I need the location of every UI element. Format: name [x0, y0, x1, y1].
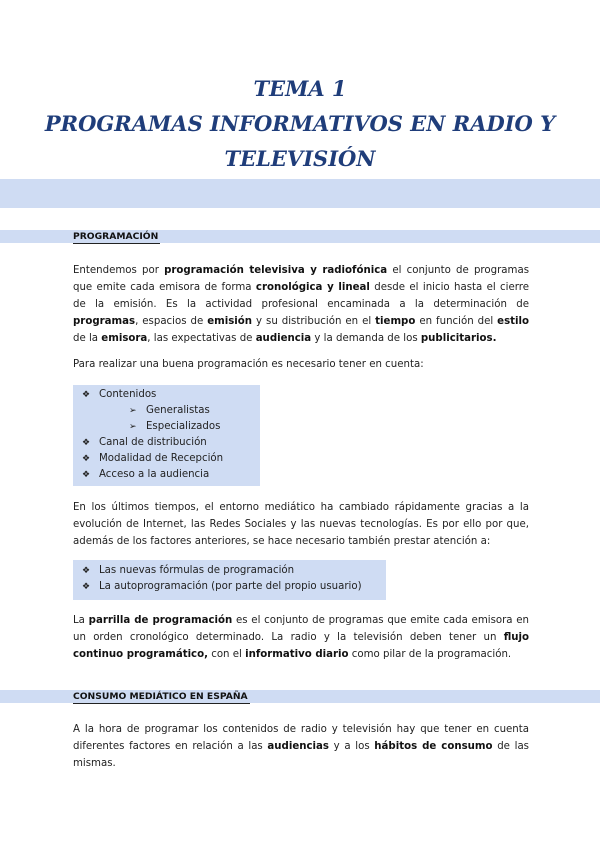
list-item: ❖ La autoprogramación (por parte del propio usuario): [82, 579, 386, 595]
section-heading-programacion: PROGRAMACIÓN: [73, 231, 159, 242]
new-factors-list-box: [73, 560, 386, 600]
paragraph-tener-en-cuenta: Para realizar una buena programación es necesario tener en cuenta:: [73, 359, 424, 370]
diamond-bullet-icon: ❖: [82, 582, 91, 592]
diamond-bullet-icon: ❖: [82, 438, 91, 448]
factors-list-box: [73, 385, 260, 486]
list-item: ❖ Modalidad de Recepción: [82, 451, 260, 467]
title-line-1: TEMA 1: [253, 76, 347, 101]
title-line-3: TELEVISIÓN: [224, 146, 376, 171]
diamond-bullet-icon: ❖: [82, 454, 91, 464]
factors-list: [73, 385, 260, 483]
paragraph-entorno-mediatico: En los últimos tiempos, el entorno mediático ha cambiado rápidamente gracias a la evolución de Internet, las Redes Sociales y las nuevas tecnologías. Es por ello por que, además de los factores anteriores, se hace necesario también prestar atención a:: [73, 502, 529, 547]
paragraph-parrilla: La parrilla de programación es el conjunto de programas que emite cada emisora en un orden cronológico determinado. La radio y la televisión deben tener un flujo continuo programático, con el informativo diario como pilar de la programación.: [73, 615, 529, 660]
list-item: ➢ Generalistas: [82, 403, 260, 419]
list-item: ❖ Contenidos: [82, 387, 260, 403]
diamond-bullet-icon: ❖: [82, 470, 91, 480]
title-band: [0, 179, 600, 208]
list-item: ❖ Canal de distribución: [82, 435, 260, 451]
new-factors-list: [73, 560, 386, 595]
diamond-bullet-icon: ❖: [82, 390, 91, 400]
list-item: ➢ Especializados: [82, 419, 260, 435]
arrow-bullet-icon: ➢: [129, 422, 137, 432]
section-heading-consumo: CONSUMO MEDIÁTICO EN ESPAÑA: [73, 691, 248, 702]
list-item: ❖ Las nuevas fórmulas de programación: [82, 563, 386, 579]
title-line-2: PROGRAMAS INFORMATIVOS EN RADIO Y: [44, 111, 556, 136]
arrow-bullet-icon: ➢: [129, 406, 137, 416]
list-item: ❖ Acceso a la audiencia: [82, 467, 260, 483]
diamond-bullet-icon: ❖: [82, 566, 91, 576]
paragraph-programacion-definicion: Entendemos por programación televisiva y radiofónica el conjunto de programas que emite cada emisora de forma cronológica y lineal desde el inicio hasta el cierre de la emisión. Es la actividad profesional encaminada a la determinación de programas, espacios de emisión y su distribución en el tiempo en función del estilo de la emisora, las expectativas de audiencia y la demanda de los publicitarios.: [73, 265, 530, 344]
paragraph-consumo: A la hora de programar los contenidos de radio y televisión hay que tener en cuenta diferentes factores en relación a las audiencias y a los hábitos de consumo de las mismas.: [73, 724, 529, 769]
